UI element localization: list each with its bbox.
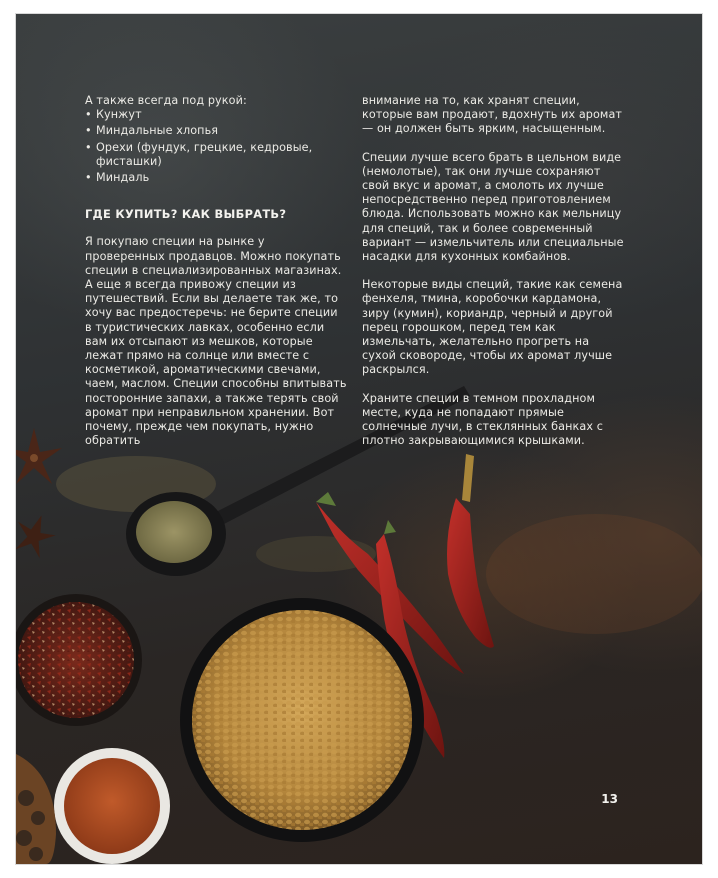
spice-dust bbox=[486, 514, 702, 634]
list-item: • Миндаль bbox=[85, 171, 347, 185]
section-heading: ГДЕ КУПИТЬ? КАК ВЫБРАТЬ? bbox=[85, 207, 287, 222]
paragraph: Храните специи в темном прохладном месте, куда не попадают прямые солнечные лучи, в стеклянных банках с плотно закрывающимися крышками. bbox=[362, 391, 603, 448]
list-item: • Орехи (фундук, грецкие, кедровые, фисташки) bbox=[85, 141, 347, 169]
page bbox=[16, 14, 702, 864]
text-column-left bbox=[85, 94, 347, 462]
page-number: 13 bbox=[601, 792, 618, 806]
ingredient-list bbox=[85, 108, 347, 185]
pepper-stem bbox=[384, 520, 396, 534]
paprika-powder bbox=[64, 758, 160, 854]
paragraph: Некоторые виды специй, такие как семена фенхеля, тмина, коробочки кардамона, зиру (кумин), кориандр, черный и другой перец горошком, перед тем как измельчать, желательно прогреть на сухой сковороде, чтобы их аромат лучше раскрылся. bbox=[362, 278, 623, 377]
list-intro: А также всегда под рукой: bbox=[85, 94, 247, 107]
star-anise bbox=[16, 508, 60, 560]
paragraph: Специи лучше всего брать в цельном виде (немолотые), так они лучше сохраняют свой вкус и аромат, а смолоть их лучше непосредственно перед приготовлением блюда. Использовать можно как мельницу для специй, так и более современный вариант — измельчитель или специальные насадки для кухонных комбайнов. bbox=[362, 150, 624, 264]
ground-spice bbox=[136, 501, 212, 563]
star-anise bbox=[16, 428, 62, 484]
list-item: • Кунжут bbox=[85, 108, 347, 122]
list-item: • Миндальные хлопья bbox=[85, 124, 347, 138]
pepper-stem bbox=[316, 492, 336, 506]
paragraph: Я покупаю специи на рынке у проверенных продавцов. Можно покупать специи в специализированных магазинах. А еще я всегда привожу специи из путешествий. Если вы делаете так же, то хочу вас предостеречь: не берите специи в туристических лавках, особенно если вам их отсыпают из мешков, которые лежат прямо на солнце или вместе с косметикой, ароматическими свечами, чаем, маслом. Специи способны впитывать посторонние запахи, а также терять свой аромат при неправильном хранении. Вот почему, прежде чем покупать, нужно обратить bbox=[85, 235, 347, 448]
text-column-right bbox=[362, 94, 624, 462]
paragraph: внимание на то, как хранят специи, которые вам продают, вдохнуть их аромат — он должен быть ярким, насыщенным. bbox=[362, 94, 623, 136]
